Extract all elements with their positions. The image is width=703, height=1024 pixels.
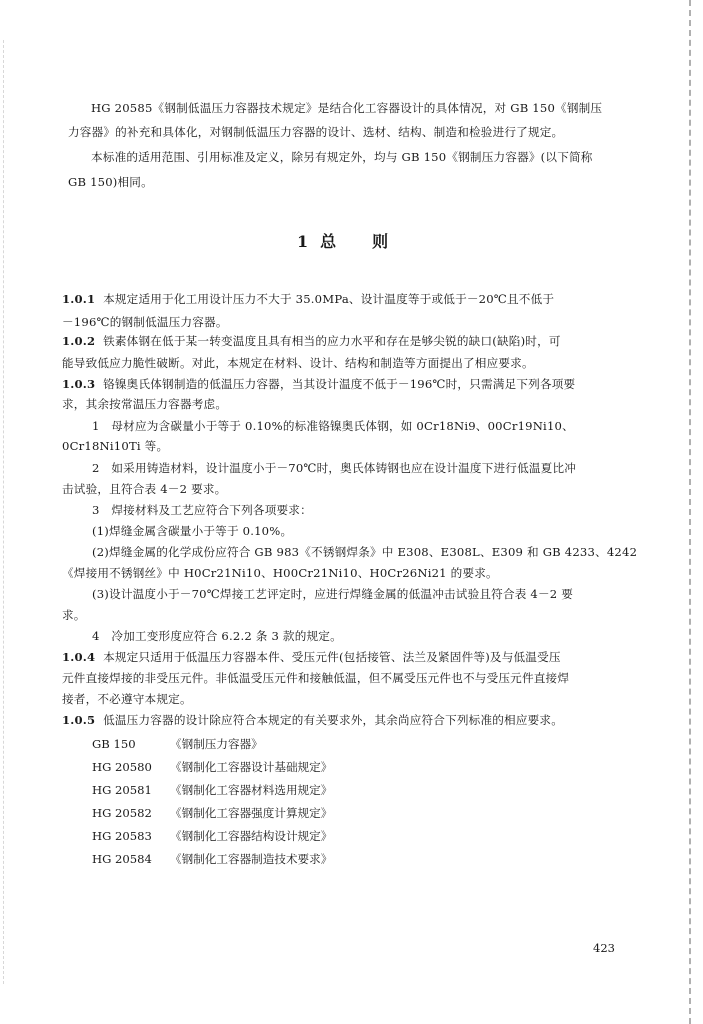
- chapter-title-b: 则: [372, 232, 391, 251]
- clause-number: 1.0.3: [62, 377, 96, 391]
- clause-1-0-3-cont: 求，其余按常温压力容器考虑。: [62, 397, 228, 411]
- clause-number: 1.0.5: [62, 713, 96, 727]
- clause-1-0-2: [62, 334, 561, 348]
- item-3-2-line-1: (2)焊缝金属的化学成份应符合 GB 983《不锈钢焊条》中 E308、E308L、E309 和 GB 4233、4242: [92, 545, 638, 559]
- clause-1-0-1: [62, 292, 554, 306]
- clause-1-0-1-cont: －196℃的钢制低温压力容器。: [62, 315, 228, 329]
- standard-code: HG 20583: [92, 829, 152, 843]
- item-2-line-1: 2 如采用铸造材料，设计温度小于－70℃时，奥氏体铸钢也应在设计温度下进行低温夏比冲: [92, 461, 577, 475]
- item-3: 3 焊接材料及工艺应符合下列各项要求：: [92, 503, 312, 517]
- clause-text: 铁素体钢在低于某一转变温度且具有相当的应力水平和存在是够尖锐的缺口(缺陷)时，可: [103, 334, 561, 348]
- standard-code: HG 20584: [92, 852, 152, 866]
- item-2-line-2: 击试验，且符合表 4－2 要求。: [62, 482, 227, 496]
- standard-name: 《钢制化工容器材料选用规定》: [170, 783, 333, 797]
- item-3-3-line-1: (3)设计温度小于－70℃焊接工艺评定时，应进行焊缝金属的低温冲击试验且符合表 4－2 要: [92, 587, 574, 601]
- standard-code: HG 20580: [92, 760, 152, 774]
- intro-line-2: 力容器》的补充和具体化，对钢制低温压力容器的设计、选材、结构、制造和检验进行了规定。: [68, 125, 564, 139]
- standard-name: 《钢制化工容器设计基础规定》: [170, 760, 333, 774]
- clause-text: 铬镍奥氏体钢制造的低温压力容器，当其设计温度不低于－196℃时，只需满足下列各项要: [103, 377, 576, 391]
- standard-name: 《钢制化工容器强度计算规定》: [170, 806, 333, 820]
- page-edge-line-left: [3, 40, 4, 984]
- item-3-3-line-2: 求。: [62, 608, 86, 622]
- standard-code: HG 20581: [92, 783, 152, 797]
- item-4: 4 冷加工变形度应符合 6.2.2 条 3 款的规定。: [92, 629, 342, 643]
- clause-text: 低温压力容器的设计除应符合本规定的有关要求外，其余尚应符合下列标准的相应要求。: [103, 713, 564, 727]
- intro-line-1: HG 20585《钢制低温压力容器技术规定》是结合化工容器设计的具体情况，对 GB 150《钢制压: [91, 101, 603, 115]
- clause-number: 1.0.2: [62, 334, 96, 348]
- clause-text: 本规定只适用于低温压力容器本件、受压元件(包括接管、法兰及紧固件等)及与低温受压: [103, 650, 561, 664]
- item-1-line-1: 1 母材应为含碳量小于等于 0.10%的标准铬镍奥氏体钢，如 0Cr18Ni9、00Cr19Ni10、: [92, 419, 574, 433]
- standard-code: GB 150: [92, 737, 136, 751]
- chapter-number: 1: [297, 232, 311, 251]
- intro-line-4: GB 150)相同。: [68, 175, 153, 189]
- clause-1-0-4-cont-2: 接者，不必遵守本规定。: [62, 692, 192, 706]
- standard-name: 《钢制化工容器制造技术要求》: [170, 852, 333, 866]
- chapter-title: [297, 229, 390, 252]
- clause-1-0-4-cont-1: 元件直接焊接的非受压元件。非低温受压元件和接触低温，但不属受压元件也不与受压元件直接焊: [62, 671, 570, 685]
- clause-1-0-2-cont: 能导致低应力脆性破断。对此，本规定在材料、设计、结构和制造等方面提出了相应要求。: [62, 356, 534, 370]
- page-edge-line: [689, 0, 691, 1024]
- clause-number: 1.0.1: [62, 292, 96, 306]
- clause-text: 本规定适用于化工用设计压力不大于 35.0MPa、设计温度等于或低于－20℃且不低于: [103, 292, 555, 306]
- standard-code: HG 20582: [92, 806, 152, 820]
- item-3-1: (1)焊缝金属含碳量小于等于 0.10%。: [92, 524, 293, 538]
- item-3-2-line-2: 《焊接用不锈钢丝》中 H0Cr21Ni10、H00Cr21Ni10、H0Cr26Ni21 的要求。: [62, 566, 498, 580]
- page-number: 423: [593, 941, 615, 955]
- chapter-title-a: 总: [320, 232, 339, 251]
- clause-1-0-4: [62, 650, 561, 664]
- intro-line-3: 本标准的适用范围、引用标准及定义，除另有规定外，均与 GB 150《钢制压力容器》(以下简称: [91, 150, 593, 164]
- clause-number: 1.0.4: [62, 650, 96, 664]
- clause-1-0-3: [62, 377, 575, 391]
- standard-name: 《钢制化工容器结构设计规定》: [170, 829, 333, 843]
- clause-1-0-5: [62, 713, 563, 727]
- standard-name: 《钢制压力容器》: [170, 737, 263, 751]
- item-1-line-2: 0Cr18Ni10Ti 等。: [62, 439, 169, 453]
